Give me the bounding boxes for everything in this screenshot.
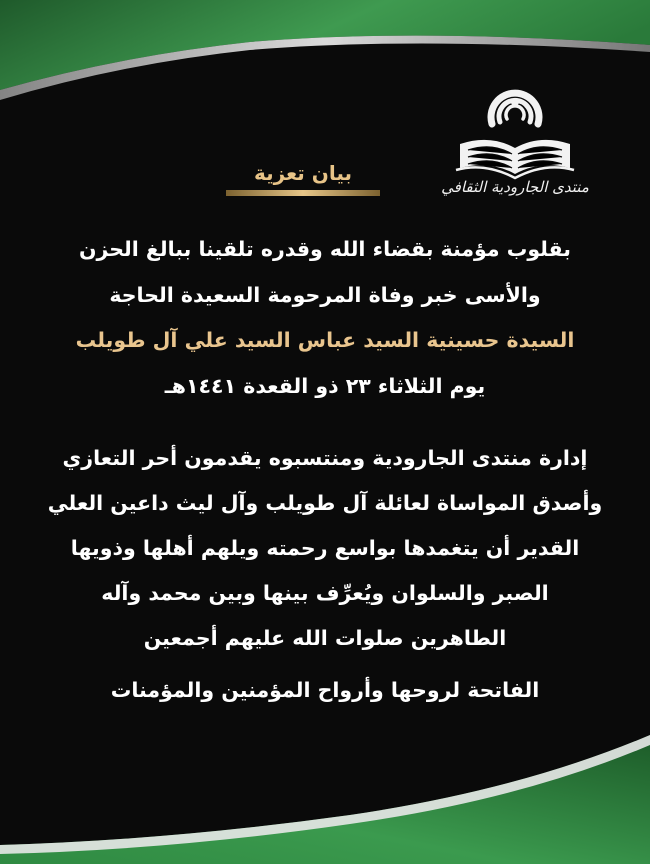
- condolence-line: الصبر والسلوان ويُعرِّف بينها وبين محمد وآله: [101, 581, 549, 605]
- page-title: بيان تعزية: [244, 158, 362, 194]
- closing-paragraph: [32, 668, 618, 714]
- condolence-paragraph: [32, 436, 618, 661]
- condolence-line: وأصدق المواساة لعائلة آل طويلب وآل ليث داعين العلي: [47, 491, 603, 515]
- deceased-name: السيدة حسينية السيد عباس السيد علي آل طويلب: [75, 328, 575, 352]
- forum-name-logo-text: منتدى الجارودية الثقافي: [441, 178, 589, 196]
- announcement-line: بقلوب مؤمنة بقضاء الله وقدره تلقينا ببالغ الحزن: [79, 237, 571, 261]
- announcement-line: والأسى خبر وفاة المرحومة السعيدة الحاجة: [109, 282, 541, 307]
- condolence-line: القدير أن يتغمدها بواسع رحمته ويلهم أهلها وذويها: [70, 536, 580, 560]
- condolence-line: إدارة منتدى الجارودية ومنتسبوه يقدمون أحر التعازي: [62, 446, 588, 470]
- title-underline: [226, 190, 380, 196]
- closing-line: الفاتحة لروحها وأرواح المؤمنين والمؤمنات: [110, 678, 540, 702]
- condolence-line: الطاهرين صلوات الله عليهم أجمعين: [143, 626, 507, 650]
- announcement-paragraph: [32, 227, 618, 409]
- death-date: يوم الثلاثاء ٢٣ ذو القعدة ١٤٤١هـ: [164, 373, 486, 398]
